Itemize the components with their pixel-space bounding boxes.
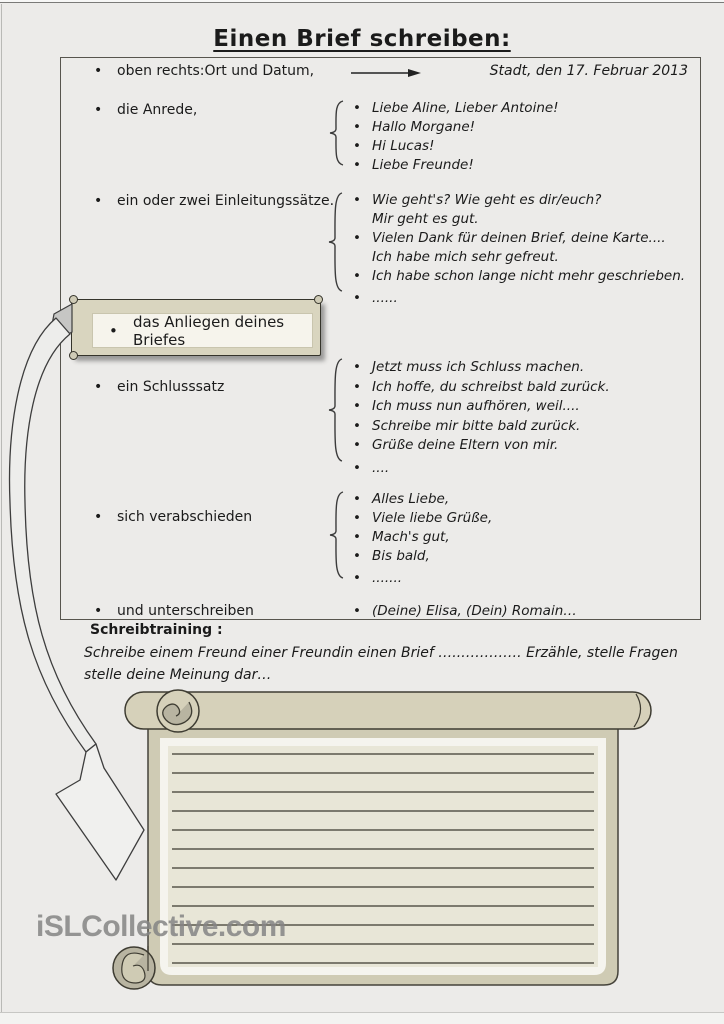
- list-item: [353, 156, 559, 175]
- list-item-text: Hi Lucas!: [372, 138, 435, 154]
- curly-brace-icon: [327, 357, 345, 463]
- title-wrap: [0, 26, 724, 52]
- list-item: [353, 267, 685, 286]
- bullet-icon: [353, 156, 361, 175]
- list-item: [353, 509, 492, 528]
- list-item-text: Alles Liebe,: [372, 491, 450, 507]
- right-arrow-icon: [349, 67, 423, 79]
- list-item-text: Ich habe mich sehr gefreut.: [372, 249, 559, 265]
- anrede-examples-list: [353, 99, 559, 175]
- bullet-icon: [353, 289, 361, 308]
- bullet-icon: [353, 191, 361, 210]
- bullet-icon: [353, 118, 361, 137]
- unterschreiben-label-text: und unterschreiben: [117, 603, 254, 619]
- anrede-label-row: [94, 102, 197, 119]
- bullet-icon: [94, 193, 102, 210]
- page-edge-bottom: [0, 1012, 724, 1024]
- date-row-label: [94, 63, 314, 80]
- list-item: [353, 137, 559, 156]
- bullet-icon: [353, 210, 361, 229]
- list-item: [353, 417, 610, 437]
- watermark-text: iSLCollective.com: [36, 910, 286, 943]
- page-title: Einen Brief schreiben:: [213, 26, 511, 52]
- schreibtraining-heading: Schreibtraining :: [90, 622, 223, 638]
- list-item-text: ......: [372, 290, 398, 306]
- list-item: [353, 289, 685, 308]
- list-item-text: ....: [372, 459, 390, 476]
- list-item-text: Hallo Morgane!: [372, 119, 476, 135]
- arrowhead: [56, 744, 144, 880]
- list-item: [353, 118, 559, 137]
- bullet-icon: [353, 459, 361, 479]
- bullet-icon: [353, 417, 361, 437]
- unterschreiben-example-text: (Deine) Elisa, (Dein) Romain…: [372, 603, 577, 619]
- schluss-label-text: ein Schlusssatz: [117, 379, 225, 395]
- bullet-icon: [353, 509, 361, 528]
- list-item-text: Grüße deine Eltern von mir.: [372, 437, 559, 453]
- bullet-icon: [94, 102, 102, 119]
- curly-brace-icon: [328, 99, 346, 167]
- bullet-icon: [353, 358, 361, 378]
- curly-brace-icon: [328, 490, 346, 580]
- bullet-icon: [94, 63, 102, 80]
- list-item-text: Bis bald,: [372, 548, 430, 564]
- list-item-text: .......: [372, 570, 403, 586]
- bullet-icon: [353, 490, 361, 509]
- list-item-text: Mir geht es gut.: [372, 211, 479, 227]
- list-item: [353, 248, 685, 267]
- list-item: [353, 528, 492, 547]
- schluss-examples-list: [353, 358, 610, 478]
- curved-arrow-icon: [0, 288, 190, 898]
- date-example-text: Stadt, den 17. Februar 2013: [489, 63, 688, 79]
- list-item-text: Liebe Aline, Lieber Antoine!: [372, 100, 559, 116]
- bullet-icon: [353, 528, 361, 547]
- list-item-text: Viele liebe Grüße,: [372, 510, 493, 526]
- list-item-text: Ich habe schon lange nicht mehr geschrieben.: [372, 268, 686, 284]
- list-item: [353, 397, 610, 417]
- date-label-text: oben rechts:Ort und Datum,: [117, 63, 315, 79]
- bullet-icon: [353, 547, 361, 566]
- anrede-label-text: die Anrede,: [117, 102, 198, 118]
- list-item-text: Schreibe mir bitte bald zurück.: [372, 417, 581, 434]
- anliegen-label-text: das Anliegen deines Briefes: [133, 312, 285, 349]
- bullet-icon: [353, 99, 361, 118]
- bullet-icon: [353, 569, 361, 588]
- list-item-text: Mach's gut,: [372, 529, 450, 545]
- einleitung-examples-list: [353, 191, 685, 308]
- list-item-text: Liebe Freunde!: [372, 157, 474, 173]
- list-item: [353, 490, 492, 509]
- bullet-icon: [353, 267, 361, 286]
- bullet-icon: [353, 603, 361, 620]
- verabschieden-label-text: sich verabschieden: [117, 509, 253, 525]
- list-item-text: Jetzt muss ich Schluss machen.: [372, 359, 585, 375]
- schreibtraining-line2: stelle deine Meinung dar…: [84, 667, 272, 683]
- list-item: [353, 358, 610, 378]
- bullet-icon: [353, 397, 361, 417]
- list-item: [353, 191, 685, 210]
- bullet-icon: [353, 378, 361, 398]
- list-item: [353, 210, 685, 229]
- list-item: [353, 459, 610, 479]
- list-item-text: Wie geht's? Wie geht es dir/euch?: [372, 192, 602, 208]
- scroll-curl-icon: [314, 295, 323, 304]
- list-item-text: Ich hoffe, du schreibst bald zurück.: [372, 378, 610, 395]
- list-item: [353, 99, 559, 118]
- verabschieden-examples-list: [353, 490, 492, 588]
- scroll-bottom-curl: [113, 946, 155, 989]
- list-item: [353, 436, 610, 456]
- list-item-text: Vielen Dank für deinen Brief, deine Karte....: [372, 230, 666, 246]
- arrow-ribbon: [10, 318, 96, 752]
- list-item: [353, 229, 685, 248]
- list-item: [353, 378, 610, 398]
- unterschreiben-example-row: [353, 603, 577, 620]
- curly-brace-icon: [327, 191, 345, 293]
- einleitung-label-row: [94, 193, 334, 210]
- einleitung-label-text: ein oder zwei Einleitungssätze.: [117, 193, 335, 209]
- scroll-top-roll: [125, 690, 651, 732]
- list-item: [353, 569, 492, 588]
- page-edge-top: [0, 0, 724, 3]
- schreibtraining-line1: Schreibe einem Freund einer Freundin einen Brief …..…………. Erzähle, stelle Fragen: [84, 645, 678, 661]
- list-item: [353, 547, 492, 566]
- list-item-text: Ich muss nun aufhören, weil....: [372, 398, 580, 414]
- bullet-icon: [353, 248, 361, 267]
- bullet-icon: [353, 436, 361, 456]
- bullet-icon: [353, 137, 361, 156]
- bullet-icon: [353, 229, 361, 248]
